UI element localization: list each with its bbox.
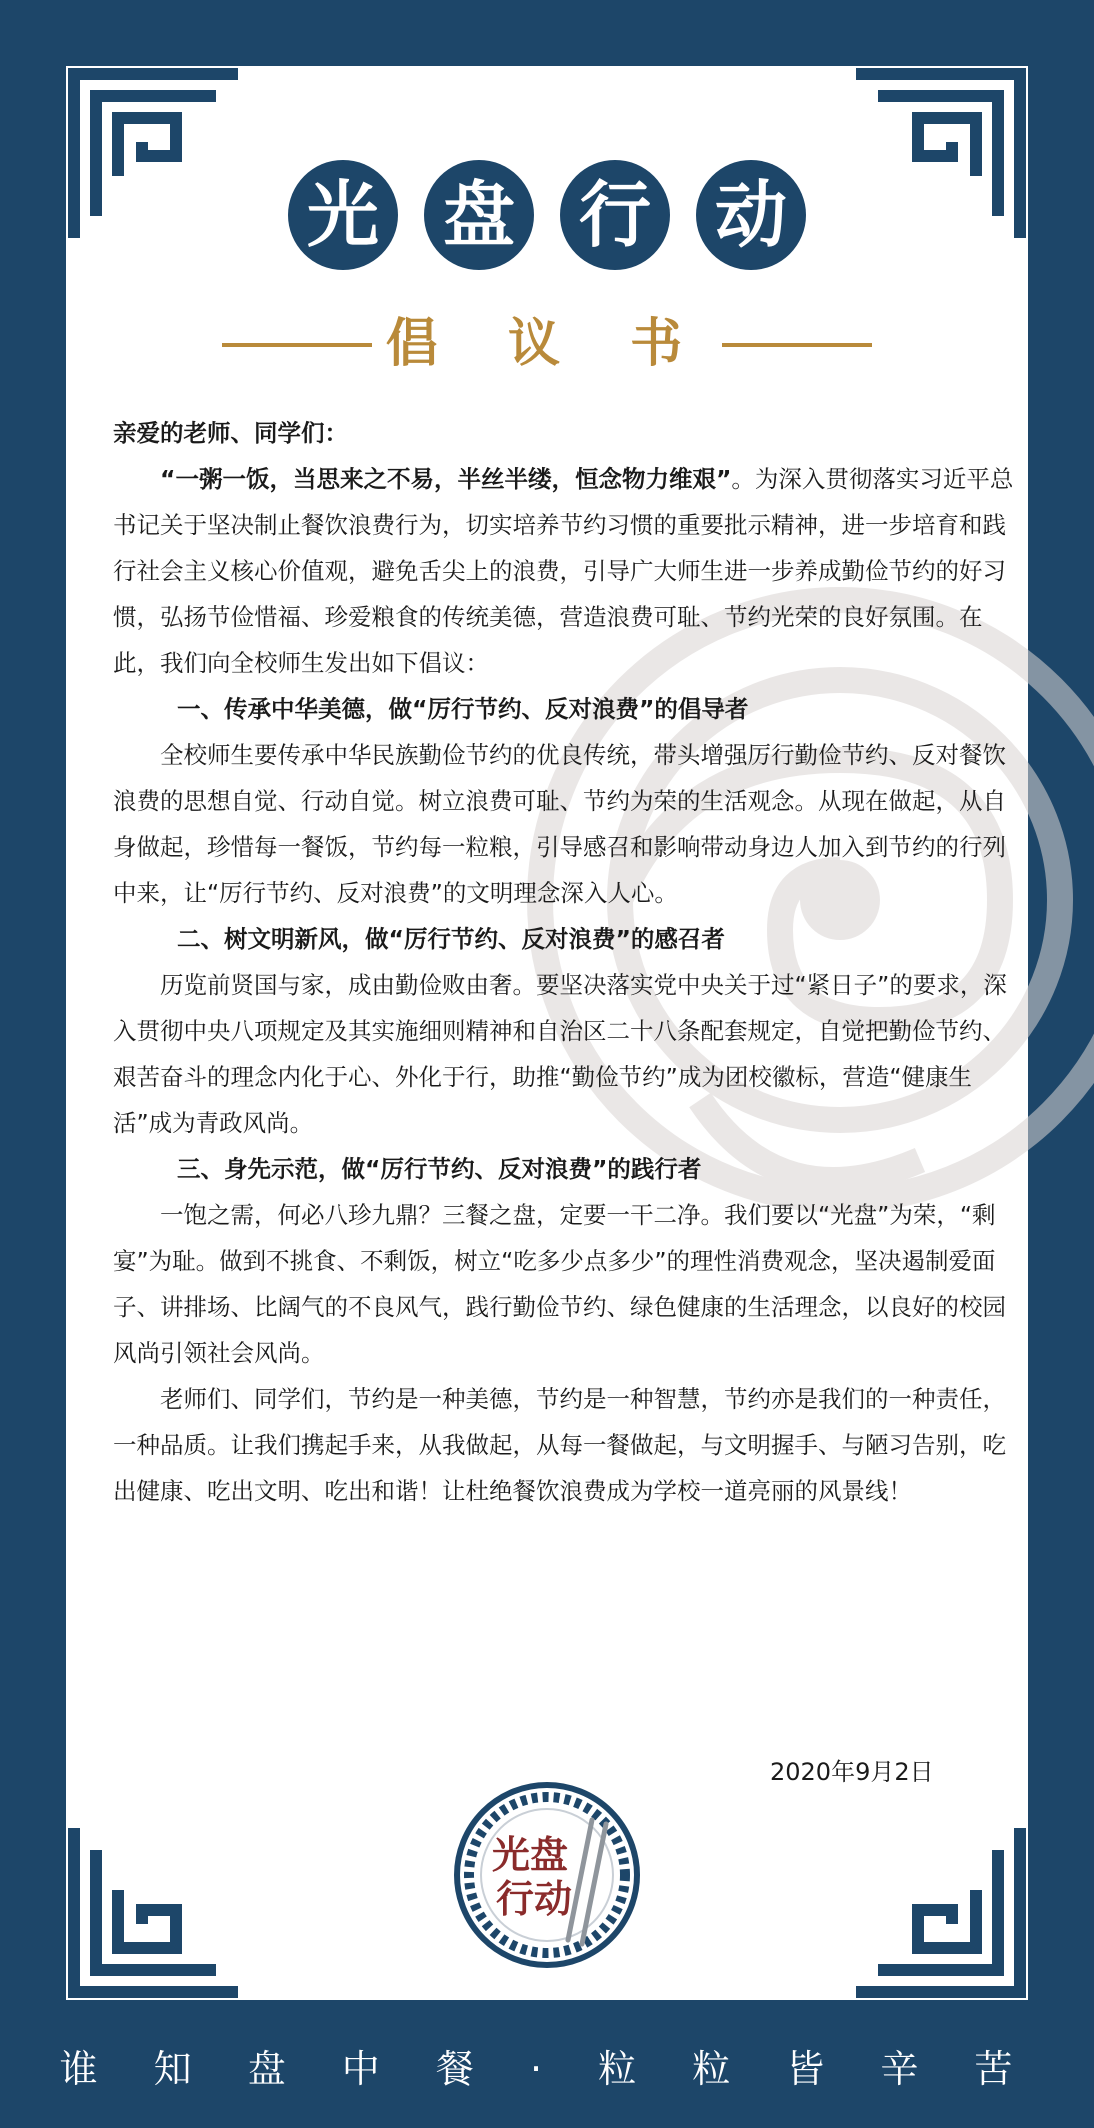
section-paragraph: 历览前贤国与家，成由勤俭败由奢。要坚决落实党中央关于过“紧日子”的要求，深入贯彻中央八项规定及其实施细则精神和自治区二十八条配套规定，自觉把勤俭节约、艰苦奋斗的理念内化于心、外化于行，助推“勤俭节约”成为团校徽标，营造“健康生活”成为青政风尚。 [113,971,1007,1137]
proposal-body [113,410,1018,1514]
closing-paragraph: 老师们、同学们，节约是一种美德，节约是一种智慧，节约亦是我们的一种责任，一种品质。让我们携起手来，从我做起，从每一餐做起，与文明握手、与陋习告别，吃出健康、吃出文明、吃出和谐！让杜绝餐饮浪费成为学校一道亮丽的风景线！ [113,1385,1006,1505]
greeting: 亲爱的老师、同学们： [113,419,348,447]
subtitle-divider-left [222,343,372,347]
title-char: 光 [288,160,398,270]
subtitle: 倡 议 书 [385,314,709,374]
main-title [0,160,1094,270]
title-char: 行 [560,160,670,270]
corner-ornament-bottom-left [66,1820,246,2000]
title-char: 盘 [424,160,534,270]
plate-logo-icon [452,1780,642,1970]
section-heading: 二、树文明新风，做“厉行节约、反对浪费”的感召者 [177,925,725,953]
section-paragraph: 全校师生要传承中华民族勤俭节约的优良传统，带头增强厉行勤俭节约、反对餐饮浪费的思想自觉、行动自觉。树立浪费可耻、节约为荣的生活观念。从现在做起，从自身做起，珍惜每一餐饭，节约每一粒粮，引导感召和影响带动身边人加入到节约的行列中来，让“厉行节约、反对浪费”的文明理念深入人心。 [113,741,1006,907]
intro-quote: “一粥一饭，当思来之不易，半丝半缕，恒念物力维艰” [160,465,732,493]
section-heading: 三、身先示范，做“厉行节约、反对浪费”的践行者 [177,1155,702,1183]
logo-text-bottom: 行动 [495,1876,573,1921]
logo-text-top: 光盘 [491,1832,569,1877]
title-char: 动 [696,160,806,270]
intro-paragraph [113,456,1018,686]
section-heading: 一、传承中华美德，做“厉行节约、反对浪费”的倡导者 [177,695,749,723]
date: 2020年9月2日 [770,1758,934,1786]
subtitle-divider-right [722,343,872,347]
footer-slogan: 谁 知 盘 中 餐 · 粒 粒 皆 辛 苦 [59,2047,1035,2091]
section-paragraph: 一饱之需，何必八珍九鼎？三餐之盘，定要一干二净。我们要以“光盘”为荣，“剩宴”为耻。做到不挑食、不剩饭，树立“吃多少点多少”的理性消费观念，坚决遏制爱面子、讲排场、比阔气的不良风气，践行勤俭节约、绿色健康的生活理念，以良好的校园风尚引领社会风尚。 [113,1201,1006,1367]
intro-text: 。为深入贯彻落实习近平总书记关于坚决制止餐饮浪费行为，切实培养节约习惯的重要批示精神，进一步培育和践行社会主义核心价值观，避免舌尖上的浪费，引导广大师生进一步养成勤俭节约的好习惯，弘扬节俭惜福、珍爱粮食的传统美德，营造浪费可耻、节约光荣的良好氛围。在此，我们向全校师生发出如下倡议： [113,465,1014,677]
subtitle-row [0,314,1094,374]
corner-ornament-bottom-right [848,1820,1028,2000]
